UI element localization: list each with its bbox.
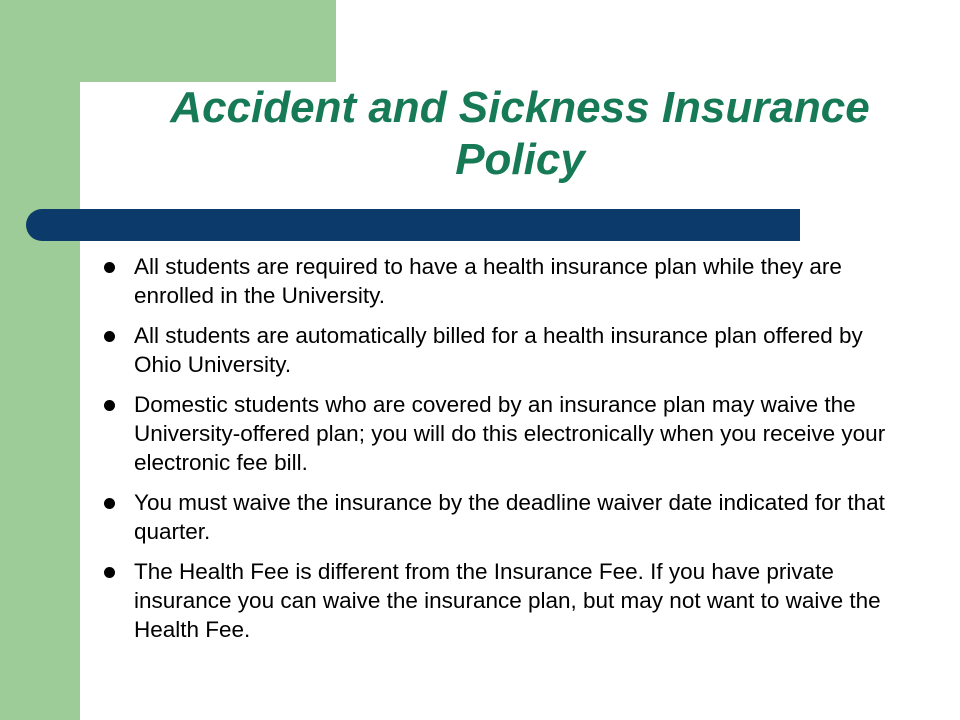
bullet-item bbox=[100, 252, 900, 310]
bullet-text: The Health Fee is different from the Insurance Fee. If you have private insurance you can waive the insurance plan, but may not want to waive the Health Fee. bbox=[134, 559, 881, 642]
bullet-list bbox=[100, 252, 900, 655]
bullet-dot-icon bbox=[104, 498, 115, 509]
bullet-text: All students are required to have a health insurance plan while they are enrolled in the University. bbox=[134, 254, 842, 308]
bullet-item bbox=[100, 488, 900, 546]
bullet-item bbox=[100, 557, 900, 644]
bullet-text: Domestic students who are covered by an insurance plan may waive the University-offered plan; you will do this electronically when you receive your electronic fee bill. bbox=[134, 392, 886, 475]
bullet-text: You must waive the insurance by the deadline waiver date indicated for that quarter. bbox=[134, 490, 885, 544]
slide-title-line-2: Policy bbox=[455, 135, 585, 184]
green-side-band bbox=[0, 0, 80, 720]
bullet-dot-icon bbox=[104, 400, 115, 411]
bullet-text: All students are automatically billed for a health insurance plan offered by Ohio University. bbox=[134, 323, 863, 377]
title-underline-bar bbox=[26, 209, 800, 241]
bullet-item bbox=[100, 390, 900, 477]
bullet-dot-icon bbox=[104, 567, 115, 578]
green-top-band bbox=[80, 0, 336, 82]
bullet-dot-icon bbox=[104, 331, 115, 342]
slide-title-line-1: Accident and Sickness Insurance bbox=[170, 83, 870, 132]
bullet-item bbox=[100, 321, 900, 379]
bullet-dot-icon bbox=[104, 262, 115, 273]
slide-title bbox=[80, 82, 960, 186]
